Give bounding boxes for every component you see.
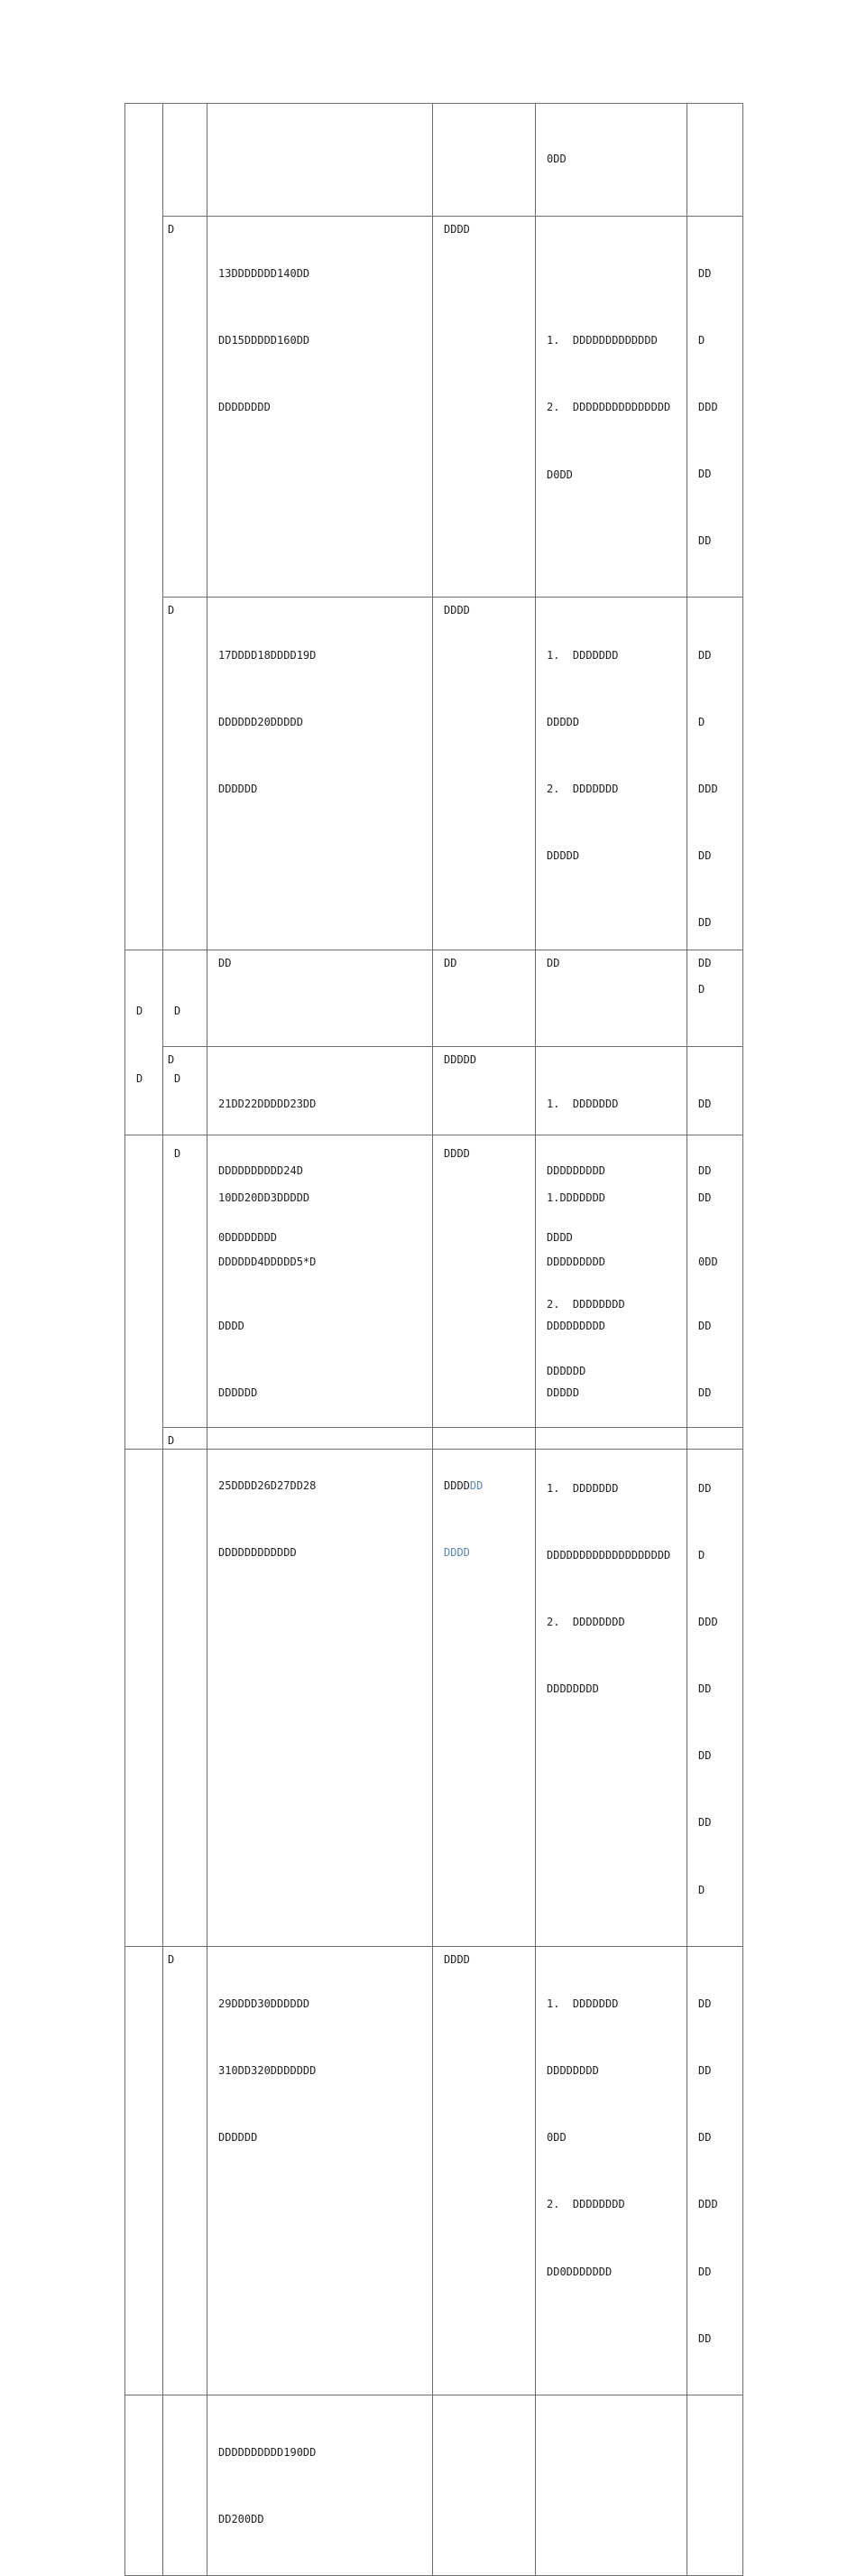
table-row [125,104,743,217]
table-cell: DDDD [433,598,536,1046]
table-cell: DD 0DD DD DD [687,1135,743,1449]
table-cell: 13DDDDDDD140DD DD15DDDDD160DD DDDDDDDD [207,216,433,598]
table-cell: 1. DDDDDDDDDDDDD 2. DDDDDDDDDDDDDDD D0DD [536,216,687,598]
table-row [125,2395,743,2576]
table-cell [433,2395,536,2576]
table-header-row [125,950,743,1135]
header-cell: DD [687,950,743,1135]
table-cell: D [163,216,207,598]
table-cell: DD D DDD DD DD DD D [687,1428,743,1946]
table-cell [687,104,743,217]
table-cell [125,1135,163,1449]
table-cell: DD D DDD DD DD D [687,598,743,1046]
table-cell: 29DDDD30DDDDDD 310DD320DDDDDDD DDDDDD [207,1946,433,2395]
table-cell: D [163,1428,207,1946]
table-cell [687,2395,743,2576]
table-cell: DDDDDD DDDD [433,1428,536,1946]
table-cell: DDDDDDDDDD190DD DD200DD [207,2395,433,2576]
table-cell: 1. DDDDDDD DDDDDDDDD DDDD 2. DDDDDDDD DDDDDD [536,1046,687,1428]
header-cell: D D [163,950,207,1135]
table-cell: DD DD DD DDD DD DD [687,1946,743,2395]
header-cell: DD [207,950,433,1135]
table-cell: 10DD20DD3DDDDD DDDDDD4DDDDD5*D DDDD DDDDDD [207,1135,433,1449]
highlighted-text: DD [469,1478,484,1492]
table-cell: 1. DDDDDDD DDDDDDDDDDDDDDDDDDD 2. DDDDDDDD DDDDDDDD [536,1428,687,1946]
table-cell: 17DDDD18DDDD19D DDDDDD20DDDDD DDDDDD [207,598,433,1046]
table-cell: DDDD [433,216,536,598]
table-row [125,216,743,598]
table-cell: D [163,1946,207,2395]
table-row [125,1428,743,1946]
table-cell: DDDDD [433,1046,536,1428]
table-cell [125,2395,163,2576]
table-row [125,1135,743,1449]
table-cell: 0DD [536,104,687,217]
highlighted-text: DDDD [444,1546,470,1559]
table-cell: DDDD [433,1135,536,1449]
table-cell: 1.DDDDDDD DDDDDDDDD DDDDDDDDD DDDDD [536,1135,687,1449]
schedule-table-second [124,950,743,1450]
table-cell: DDDD [433,1946,536,2395]
table-cell: DD DD [687,1046,743,1428]
table-cell: 1. DDDDDDD DDDDD 2. DDDDDDD DDDDD [536,598,687,1046]
table-cell: D [163,598,207,1046]
table-cell: DD D DDD DD DD [687,216,743,598]
table-cell: D [163,1046,207,1428]
table-cell [207,104,433,217]
table-cell [125,1946,163,2395]
table-row [125,1946,743,2395]
table-cell: 1. DDDDDDD DDDDDDDD 0DD 2. DDDDDDDD DD0DDDDDDD [536,1946,687,2395]
table-cell [163,104,207,217]
table-cell [536,2395,687,2576]
table-cell [433,104,536,217]
header-cell: DD [433,950,536,1135]
table-cell: D [163,1135,207,1449]
table-cell: 25DDDD26D27DD28 DDDDDDDDDDDD [207,1428,433,1946]
table-cell: 21DD22DDDDD23DD DDDDDDDDDD24D 0DDDDDDDD [207,1046,433,1428]
table-cell [163,2395,207,2576]
header-cell: D D [125,950,163,1135]
header-cell: DD [536,950,687,1135]
